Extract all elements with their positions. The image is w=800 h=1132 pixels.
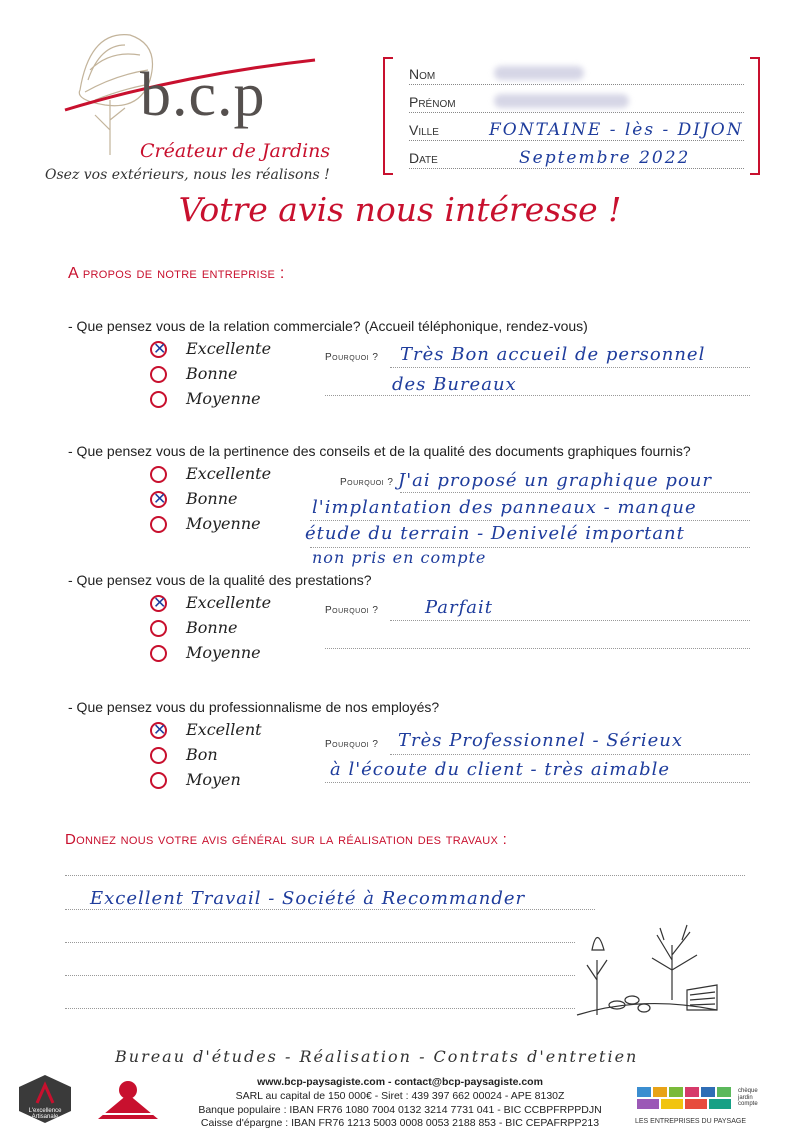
radio-checked-icon[interactable] — [150, 341, 167, 358]
name-label: Nom — [409, 66, 436, 82]
footer-bank2: Caisse d'épargne : IBAN FR76 1213 5003 0008 0053 2188 853 - BIC CEPAFRPP213 — [200, 1117, 600, 1129]
q1-answer-line2: des Bureaux — [392, 374, 517, 395]
garden-drawing — [572, 920, 722, 1020]
date-label: Date — [409, 150, 438, 166]
radio-icon[interactable] — [150, 772, 167, 789]
date-value: Septembre 2022 — [519, 148, 691, 168]
section-title-general: Donnez nous votre avis général sur la réalisation des travaux : — [65, 831, 508, 848]
page-title: Votre avis nous intéresse ! — [178, 190, 622, 229]
radio-checked-icon[interactable] — [150, 722, 167, 739]
name-row — [409, 59, 744, 85]
question-3: - Que pensez vous de la qualité des prestations? — [68, 572, 372, 588]
identity-box — [383, 57, 760, 175]
excellence-artisanale-label: L'excellence Artisanale — [28, 1108, 62, 1120]
firstname-redacted — [494, 94, 629, 108]
q3-answer: Parfait — [425, 597, 494, 618]
radio-icon[interactable] — [150, 747, 167, 764]
section-title-company: A propos de notre entreprise : — [68, 265, 285, 282]
radio-icon[interactable] — [150, 366, 167, 383]
footer-web: www.bcp-paysagiste.com - contact@bcp-paysagiste.com — [257, 1076, 543, 1088]
logo-tagline: Osez vos extérieurs, nous les réalisons ! — [45, 167, 330, 183]
footer-services: Bureau d'études - Réalisation - Contrats d'entretien — [115, 1047, 639, 1066]
q2-answer-line1: J'ai proposé un graphique pour — [398, 470, 712, 491]
q1-answer-line1: Très Bon accueil de personnel — [400, 344, 706, 365]
city-row — [409, 115, 744, 141]
firstname-row — [409, 87, 744, 113]
certification-badge — [93, 1074, 163, 1124]
date-row — [409, 143, 744, 169]
cheque-jardin-label: chèque jardin compte — [738, 1088, 758, 1108]
logo: b.c.p — [140, 61, 266, 129]
radio-icon[interactable] — [150, 391, 167, 408]
name-redacted — [494, 66, 584, 80]
general-answer: Excellent Travail - Société à Recommander — [90, 888, 526, 909]
entreprises-paysage-label: LES ENTREPRISES DU PAYSAGE — [635, 1118, 746, 1125]
q2-pourquoi-label: Pourquoi ? — [340, 477, 394, 488]
q4-answer-line1: Très Professionnel - Sérieux — [398, 730, 684, 751]
footer-legal: SARL au capital de 150 000€ - Siret : 439 397 662 00024 - APE 8130Z — [235, 1090, 565, 1102]
radio-checked-icon[interactable] — [150, 491, 167, 508]
city-value: FONTAINE - lès - DIJON — [489, 120, 744, 140]
q2-answer-line4: non pris en compte — [312, 548, 487, 567]
radio-icon[interactable] — [150, 620, 167, 637]
q4-pourquoi-label: Pourquoi ? — [325, 739, 379, 750]
question-2: - Que pensez vous de la pertinence des conseils et de la qualité des documents graphiques fournis? — [68, 443, 691, 459]
q2-answer-line3: étude du terrain - Denivelé important — [305, 523, 685, 544]
q2-answer-line2: l'implantation des panneaux - manque — [312, 497, 697, 518]
radio-icon[interactable] — [150, 645, 167, 662]
q1-pourquoi-label: Pourquoi ? — [325, 352, 379, 363]
q3-pourquoi-label: Pourquoi ? — [325, 605, 379, 616]
q4-answer-line2: à l'écoute du client - très aimable — [330, 759, 671, 780]
question-1: - Que pensez vous de la relation commerciale? (Accueil téléphonique, rendez-vous) — [68, 318, 588, 334]
question-4: - Que pensez vous du professionnalisme de nos employés? — [68, 699, 440, 715]
logo-subtitle: Créateur de Jardins — [140, 140, 331, 162]
radio-icon[interactable] — [150, 516, 167, 533]
radio-checked-icon[interactable] — [150, 595, 167, 612]
footer-bank1: Banque populaire : IBAN FR76 1080 7004 0132 3214 7731 041 - BIC CCBPFRPPDJN — [198, 1104, 602, 1116]
city-label: Ville — [409, 122, 439, 138]
firstname-label: Prénom — [409, 94, 456, 110]
radio-icon[interactable] — [150, 466, 167, 483]
